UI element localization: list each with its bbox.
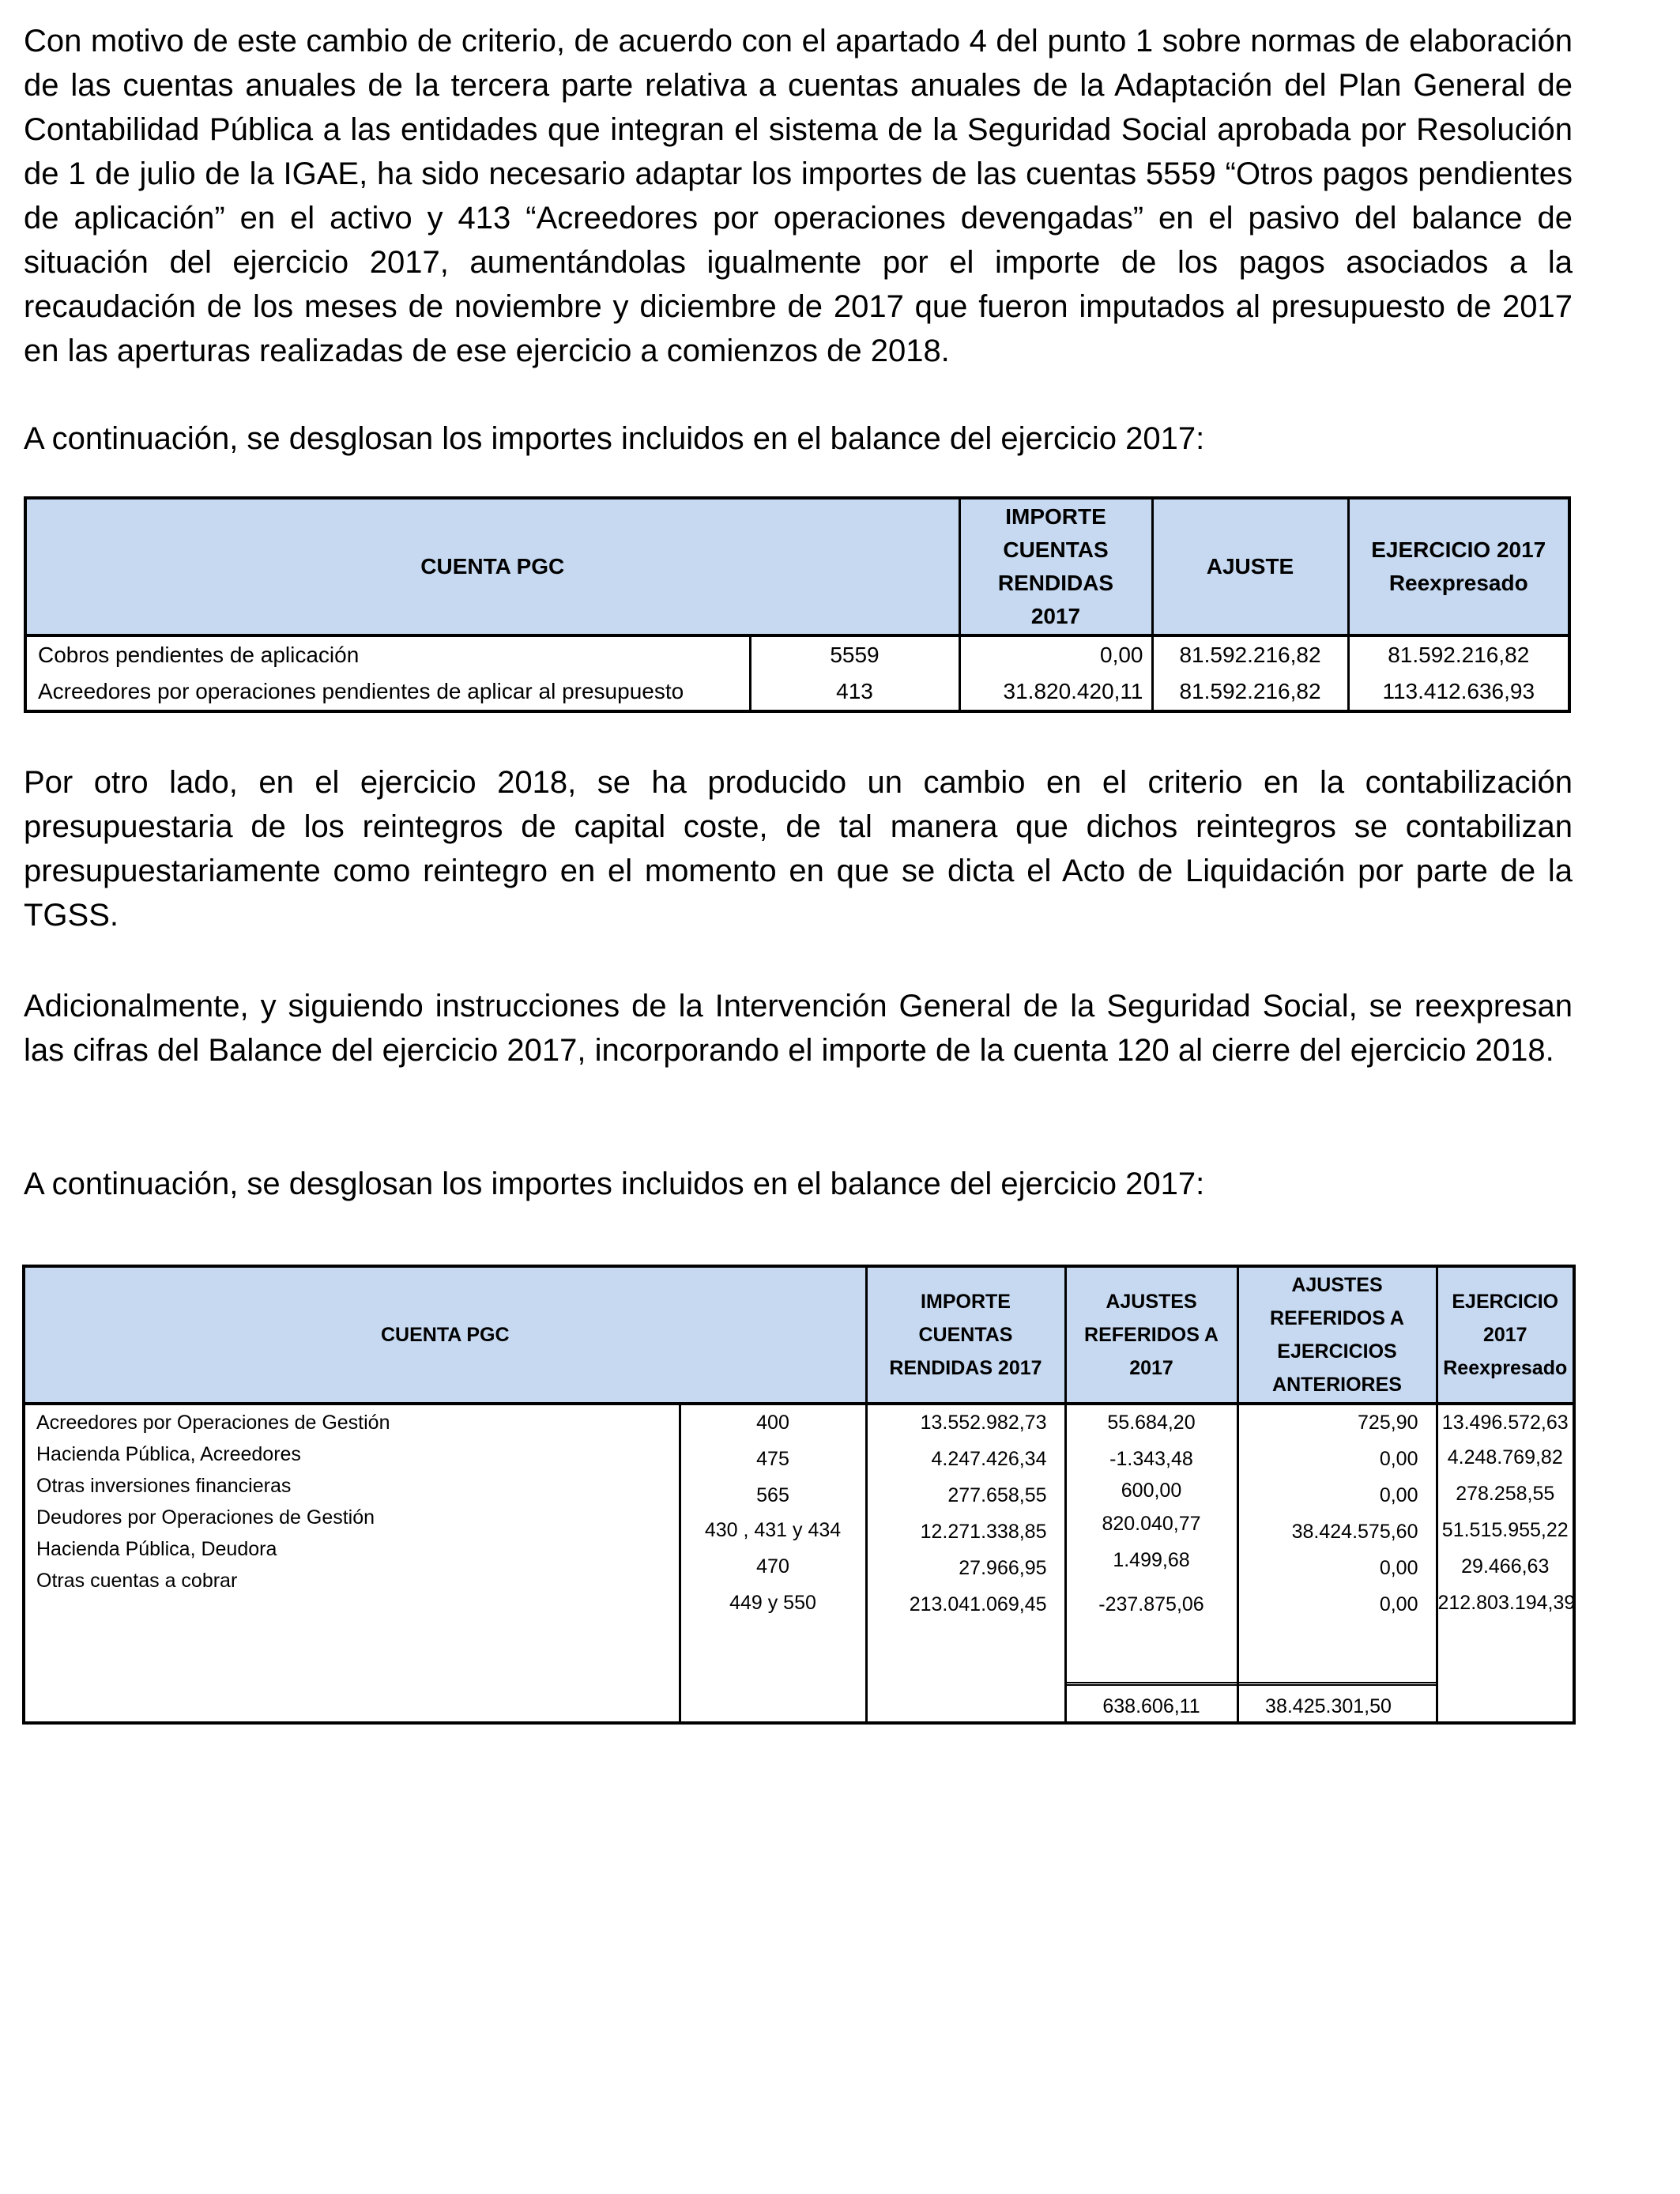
reexpresado-value: 113.412.636,93 <box>1382 679 1535 703</box>
ajuste-value: 81.592.216,82 <box>1152 635 1348 673</box>
account-code: 5559 <box>750 635 959 673</box>
account-codes-column <box>680 1404 866 1723</box>
ajuste-2017-value: 1.499,68 <box>1113 1549 1190 1571</box>
header-ajustes-anteriores: AJUSTES REFERIDOS A EJERCICIOS ANTERIORES <box>1237 1266 1437 1404</box>
account-code: 413 <box>750 673 959 711</box>
intro-paragraph: Con motivo de este cambio de criterio, de acuerdo con el apartado 4 del punto 1 sobre normas de elaboración de las cuentas anuales de la tercera parte relativa a cuentas anuales de la Adaptación del Plan General de Contabilidad Pública a las entidades que integran el sistema de la Seguridad Social aprobada por Resolución de 1 de julio de la IGAE, ha sido necesario adaptar los importes de las cuentas 5559 “Otros pagos pendientes de aplicación” en el activo y 413 “Acreedores por operaciones devengadas” en el pasivo del balance de situación del ejercicio 2017, aumentándolas igualmente por el importe de los pagos asociados a la recaudación de los meses de noviembre y diciembre de 2017 que fueron imputados al presupuesto de 2017 en las aperturas realizadas de ese ejercicio a comienzos de 2018. <box>24 24 1573 368</box>
ajuste-anterior-value: 0,00 <box>1379 1593 1418 1615</box>
totals-ajustes-anteriores <box>1239 1682 1436 1722</box>
account-name: Deudores por Operaciones de Gestión <box>36 1506 375 1529</box>
ajuste-anterior-value: 725,90 <box>1358 1412 1418 1434</box>
total-ajustes-anteriores-value: 38.425.301,50 <box>1265 1695 1392 1717</box>
adjustment-table-2 <box>22 1265 1576 1725</box>
total-ajustes-2017-value: 638.606,11 <box>1102 1695 1200 1717</box>
importe-value: 0,00 <box>959 635 1152 673</box>
account-code: 470 <box>756 1555 789 1578</box>
reexpresado-value: 51.515.955,22 <box>1441 1519 1569 1541</box>
breakdown-intro-1: A continuación, se desglosan los importes incluidos en el balance del ejercicio 2017: <box>24 421 1205 456</box>
reexpresado-value: 81.592.216,82 <box>1388 643 1530 667</box>
account-code: 565 <box>756 1484 789 1506</box>
importes-column <box>866 1404 1065 1723</box>
restatement-paragraph: Adicionalmente, y siguiendo instrucciones de la Intervención General de la Seguridad Social, se reexpresan las cifras del Balance del ejercicio 2017, incorporando el importe de la cuenta 120 al cierre del ejercicio 2018. <box>24 989 1573 1068</box>
importe-value: 4.247.426,34 <box>931 1448 1047 1470</box>
reexpresado-value: 212.803.194,39 <box>1437 1592 1576 1614</box>
ajuste-value: 81.592.216,82 <box>1152 673 1348 711</box>
breakdown-intro-2: A continuación, se desglosan los importes incluidos en el balance del ejercicio 2017: <box>24 1167 1205 1201</box>
account-code: 430 , 431 y 434 <box>704 1519 842 1541</box>
ajuste-anterior-value: 0,00 <box>1379 1557 1418 1579</box>
table-row <box>25 673 1569 711</box>
table-row <box>25 635 1569 673</box>
importe-value: 12.271.338,85 <box>920 1521 1047 1543</box>
header-ejercicio: EJERCICIO 2017 Reexpresado <box>1437 1266 1574 1404</box>
ajuste-2017-value: 600,00 <box>1121 1480 1182 1502</box>
ajuste-anterior-value: 0,00 <box>1379 1448 1418 1470</box>
account-code: 400 <box>756 1412 789 1434</box>
ajuste-2017-value: 55.684,20 <box>1107 1412 1196 1434</box>
importe-value: 27.966,95 <box>959 1557 1047 1579</box>
reexpresado-value: 4.248.769,82 <box>1447 1446 1563 1468</box>
reexpresado-value: 278.258,55 <box>1456 1483 1555 1505</box>
reexpresado-value: 13.496.572,63 <box>1441 1412 1569 1434</box>
header-ajuste: AJUSTE <box>1152 498 1348 635</box>
ajuste-2017-value: -1.343,48 <box>1109 1448 1193 1470</box>
ajustes-anteriores-column <box>1237 1404 1437 1723</box>
account-name: Otras cuentas a cobrar <box>36 1570 238 1592</box>
account-name: Hacienda Pública, Acreedores <box>36 1443 301 1465</box>
header-cuenta-pgc: CUENTA PGC <box>24 1266 866 1404</box>
importe-value: 13.552.982,73 <box>920 1412 1047 1434</box>
header-importe: IMPORTE CUENTAS RENDIDAS 2017 <box>959 498 1152 635</box>
account-names-column <box>24 1404 680 1723</box>
account-name: Cobros pendientes de aplicación <box>25 635 750 673</box>
ajuste-anterior-value: 0,00 <box>1379 1484 1418 1506</box>
header-ajustes-2017: AJUSTES REFERIDOS A 2017 <box>1065 1266 1237 1404</box>
ajuste-anterior-value: 38.424.575,60 <box>1291 1521 1418 1543</box>
account-name: Otras inversiones financieras <box>36 1475 292 1497</box>
ajustes-2017-column <box>1065 1404 1237 1723</box>
criteria-change-paragraph: Por otro lado, en el ejercicio 2018, se ha producido un cambio en el criterio en la contabilización presupuestaria de los reintegros de capital coste, de tal manera que dichos reintegros se contabilizan presupuestariamente como reintegro en el momento en que se dicta el Acto de Liquidación por parte de la TGSS. <box>24 765 1573 933</box>
reexpresado-value: 29.466,63 <box>1461 1555 1550 1578</box>
header-cuenta-pgc: CUENTA PGC <box>25 498 959 635</box>
importe-value: 31.820.420,11 <box>959 673 1152 711</box>
totals-ajustes-2017 <box>1067 1682 1237 1722</box>
account-name: Hacienda Pública, Deudora <box>36 1538 277 1560</box>
importe-value: 213.041.069,45 <box>909 1593 1047 1615</box>
importe-value: 277.658,55 <box>947 1484 1047 1506</box>
ajuste-2017-value: -237.875,06 <box>1098 1593 1204 1615</box>
account-name: Acreedores por Operaciones de Gestión <box>36 1412 390 1434</box>
account-name: Acreedores por operaciones pendientes de aplicar al presupuesto <box>25 673 750 711</box>
account-code: 449 y 550 <box>729 1592 816 1614</box>
header-importe: IMPORTE CUENTAS RENDIDAS 2017 <box>866 1266 1065 1404</box>
ajuste-2017-value: 820.040,77 <box>1102 1513 1201 1535</box>
adjustment-table-1 <box>24 496 1571 713</box>
reexpresado-column <box>1437 1404 1574 1723</box>
account-code: 475 <box>756 1448 789 1470</box>
header-ejercicio: EJERCICIO 2017 Reexpresado <box>1348 498 1569 635</box>
